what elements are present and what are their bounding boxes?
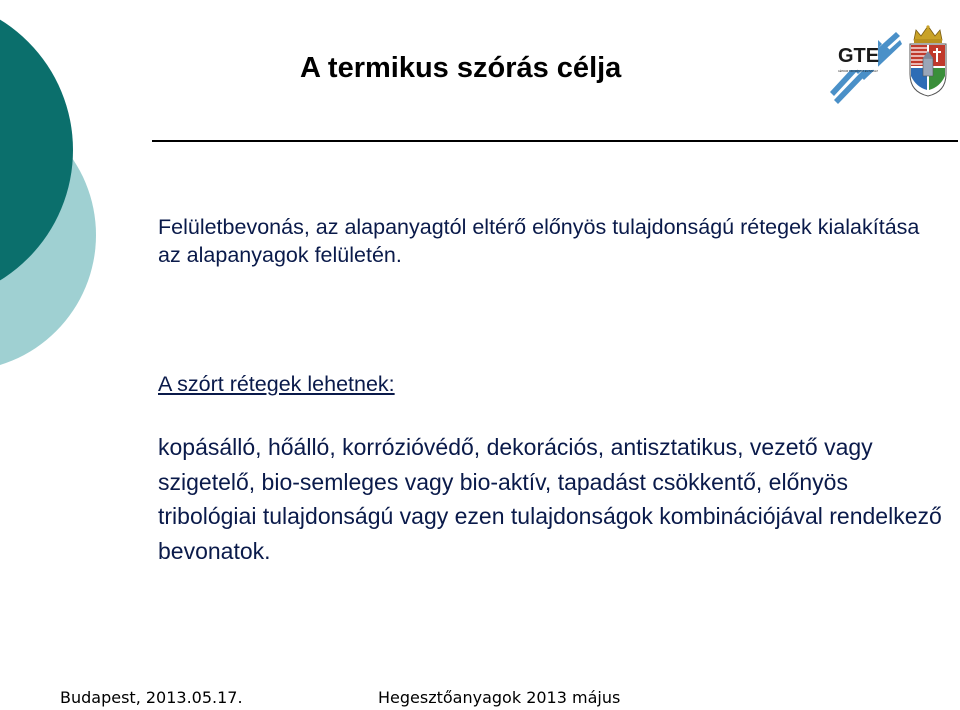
gte-logo (830, 30, 902, 104)
gte-logo-text: GTE (838, 45, 880, 67)
footer-event: Hegesztőanyagok 2013 május (378, 688, 621, 707)
coating-properties-paragraph: kopásálló, hőálló, korrózióvédő, dekorációs, antisztatikus, vezető vagy szigetelő, bio-semleges vagy bio-aktív, tapadást csökkentő, előnyös tribológiai tulajdonságú vagy ezen tulajdonságok kombinációjával rendelkező bevonatok. (158, 434, 942, 564)
intro-paragraph: Felületbevonás, az alapanyagtól eltérő előnyös tulajdonságú rétegek kialakítása az alapanyagok felületén. (158, 215, 920, 267)
footer-date: Budapest, 2013.05.17. (60, 688, 243, 707)
list-heading: A szórt rétegek lehetnek: (158, 372, 395, 396)
decorative-circles (0, 0, 110, 370)
slide-title: A termikus szórás célja (300, 52, 622, 84)
coat-of-arms-icon (906, 24, 950, 98)
gte-logo-subtext: GÉPIPARI TUDOMÁNYOS EGYESÜLET (838, 69, 894, 73)
title-divider (152, 140, 958, 142)
